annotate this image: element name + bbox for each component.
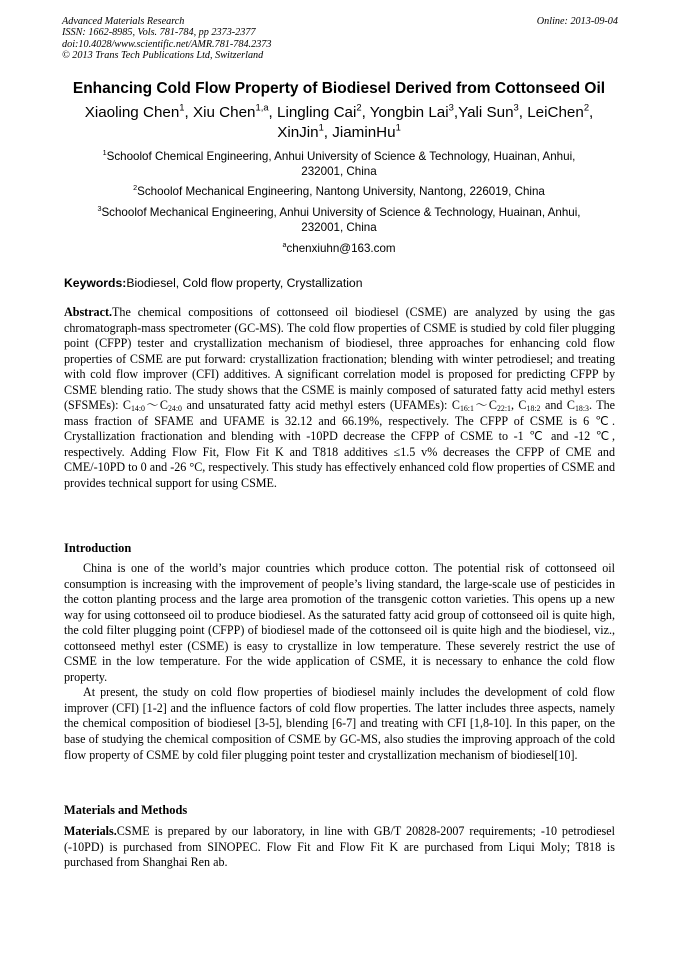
paragraph: China is one of the world’s major countries which produce cotton. The potential risk of cottonseed oil consumption is increasing with the improvement of people’s living standard, the large-scale use of pesticides in the cotton planting process and the large area promotion of the transgenic cotton varieties. This opens up a new way for using cottonseed oil to produce biodiesel. As the saturated fatty acid group of cottonseed oil is quite high, the cold filter plugging point (CFPP) of biodiesel made of the cottonseed oil is quite high and the biodiesel, viz., cottonseed methyl ester (CSME) is easy to crystallize in low temperature. These severely restrict the use of CSME in the low temperature. For the wide application of CSME, it is necessary to enhance the cold flow property. [64,561,615,684]
materials-label: Materials. [64,824,117,838]
abstract-text: ～C [144,398,168,413]
online-date: Online: 2013-09-04 [536,16,618,27]
abstract-text: and unsaturated fatty acid methyl esters (UFAMEs): C [181,398,460,413]
corresponding-email [60,241,618,256]
chem-subscript: 24:0 [168,404,182,414]
chem-subscript: 14:0 [130,404,145,414]
paper-title: Enhancing Cold Flow Property of Biodiesel Derived from Cottonseed Oil [72,80,606,97]
author-affil-mark: 3 [513,101,519,113]
author-name: Yali Sun [458,104,514,121]
affiliation-3 [60,205,618,235]
author-affil-mark: 1 [395,121,401,133]
chem-subscript: 18:3 [574,404,589,414]
chem-subscript: 22:1 [496,404,511,414]
affiliation-2 [60,184,618,199]
abstract-text: and C [540,398,575,413]
author-affil-mark: 2 [356,101,362,113]
abstract-text: , C [510,398,527,413]
keywords [64,276,616,290]
introduction-heading: Introduction [64,541,132,555]
author-name: JiaminHu [332,124,396,141]
methods-heading: Materials and Methods [64,803,188,817]
email-address: chenxiuhn@163.com [286,242,396,255]
affil-line: Schoolof Mechanical Engineering, Nantong University, Nantong, 226019, China [137,185,545,198]
journal-header [62,16,618,62]
materials-paragraph [64,824,615,871]
journal-name: Advanced Materials Research [62,16,185,27]
abstract-label: Abstract. [64,305,113,319]
affiliation-1 [60,149,618,179]
author-name: Lingling Cai [277,104,357,121]
email-mark: a [282,239,287,249]
affil-mark: 3 [97,203,102,213]
chem-subscript: 18:2 [526,404,541,414]
paragraph: At present, the study on cold flow properties of biodiesel mainly includes the development of cold flow improver (CFI) [1-2] and the influence factors of cold flow properties. The latter includes three aspects, namely the chemical composition of biodiesel [3-5], blending [6-7] and treating with CFI [1,8-10]. In this paper, on the base of studying the chemical composition of CSME by GC-MS, also studies the improving approach of the cold flow property of CSME by cold filer plugging point tester and crystallization mechanism of biodiesel[10]. [64,685,615,762]
abstract-text: ～C [473,398,497,413]
author-affil-mark: 3 [448,101,454,113]
affil-mark: 1 [102,147,107,157]
affil-line: Schoolof Mechanical Engineering, Anhui University of Science & Technology, Huainan, Anhui, [101,206,581,219]
affil-line: 232001, China [301,221,377,234]
chem-subscript: 16:1 [459,404,474,414]
author-name: Xiu Chen [192,104,256,121]
author-name: XinJin [277,124,319,141]
author-list: Xiaoling Chen$^1$, Xiu Chen$^{1,a}$, Lingling Cai$^2$, Yongbin Lai$^3$,Yali Sun$^3$, LeiChen$^2$, XinJin$^1$, JiaminHu$^1$ [84,101,594,141]
author-name: LeiChen [527,104,584,121]
journal-copyright: © 2013 Trans Tech Publications Ltd, Switzerland [62,50,264,62]
author-name: Yongbin Lai [369,104,449,121]
author-affil-mark: 1,a [255,101,269,113]
introduction-body [64,561,615,763]
author-affil-mark: 1 [179,101,185,113]
abstract-text: The chemical compositions of cottonseed oil biodiesel (CSME) are analyzed by using the gas chromatograph-mass spectrometer (GC-MS). The cold flow properties of CSME is studied by cold filer plugging point (CFPP) tester and crystallization mechanism of biodiesel, three approaches for enhancing cold flow properties of CSME are put forward: crystallization fractionation; blending with winter petrodiesel; and treating with cold flow improver (CFI) additives. A significant correlation model is proposed for predicting CFPP by CSME blending ratio. The study shows that the CSME is mainly composed of saturated fatty acid methyl esters (SFSMEs): C [64,305,615,413]
affil-line: Schoolof Chemical Engineering, Anhui University of Science & Technology, Huainan, Anhui, [106,150,576,163]
author-affil-mark: 1 [318,121,324,133]
author-name: Xiaoling Chen [84,104,180,121]
keywords-text: Biodiesel, Cold flow property, Crystallization [126,276,363,290]
abstract-text: . The mass fraction of SFAME and UFAME is 32.12 and 66.19%, respectively. The CFPP of CSME is 6 ℃. Crystallization fractionation and blending with -10PD decrease the CFPP of CSME to -1 ℃ and -12 ℃, respectively. Adding Flow Fit, Flow Fit K and T818 additives ≤1.5 v% decreases the CFPP of CME and CME/-10PD to 0 and -26 °C, respectively. This study has effectively enhanced cold flow properties of CSME and provides technical support for using CSME. [64,398,616,491]
affil-line: 232001, China [301,165,377,178]
keywords-label: Keywords: [64,276,127,290]
author-affil-mark: 2 [583,101,590,113]
abstract [64,305,615,492]
materials-text: CSME is prepared by our laboratory, in line with GB/T 20828-2007 requirements; -10 petrodiesel (-10PD) is purchased from SINOPEC. Flow Fit and Flow Fit K are purchased from Liqui Moly; T818 is purchased from Shanghai Ren ab. [64,824,615,870]
journal-doi: doi:10.4028/www.scientific.net/AMR.781-784.2373 [62,38,272,50]
affil-mark: 2 [133,182,138,192]
journal-issn: ISSN: 1662-8985, Vols. 781-784, pp 2373-2377 [62,27,256,39]
